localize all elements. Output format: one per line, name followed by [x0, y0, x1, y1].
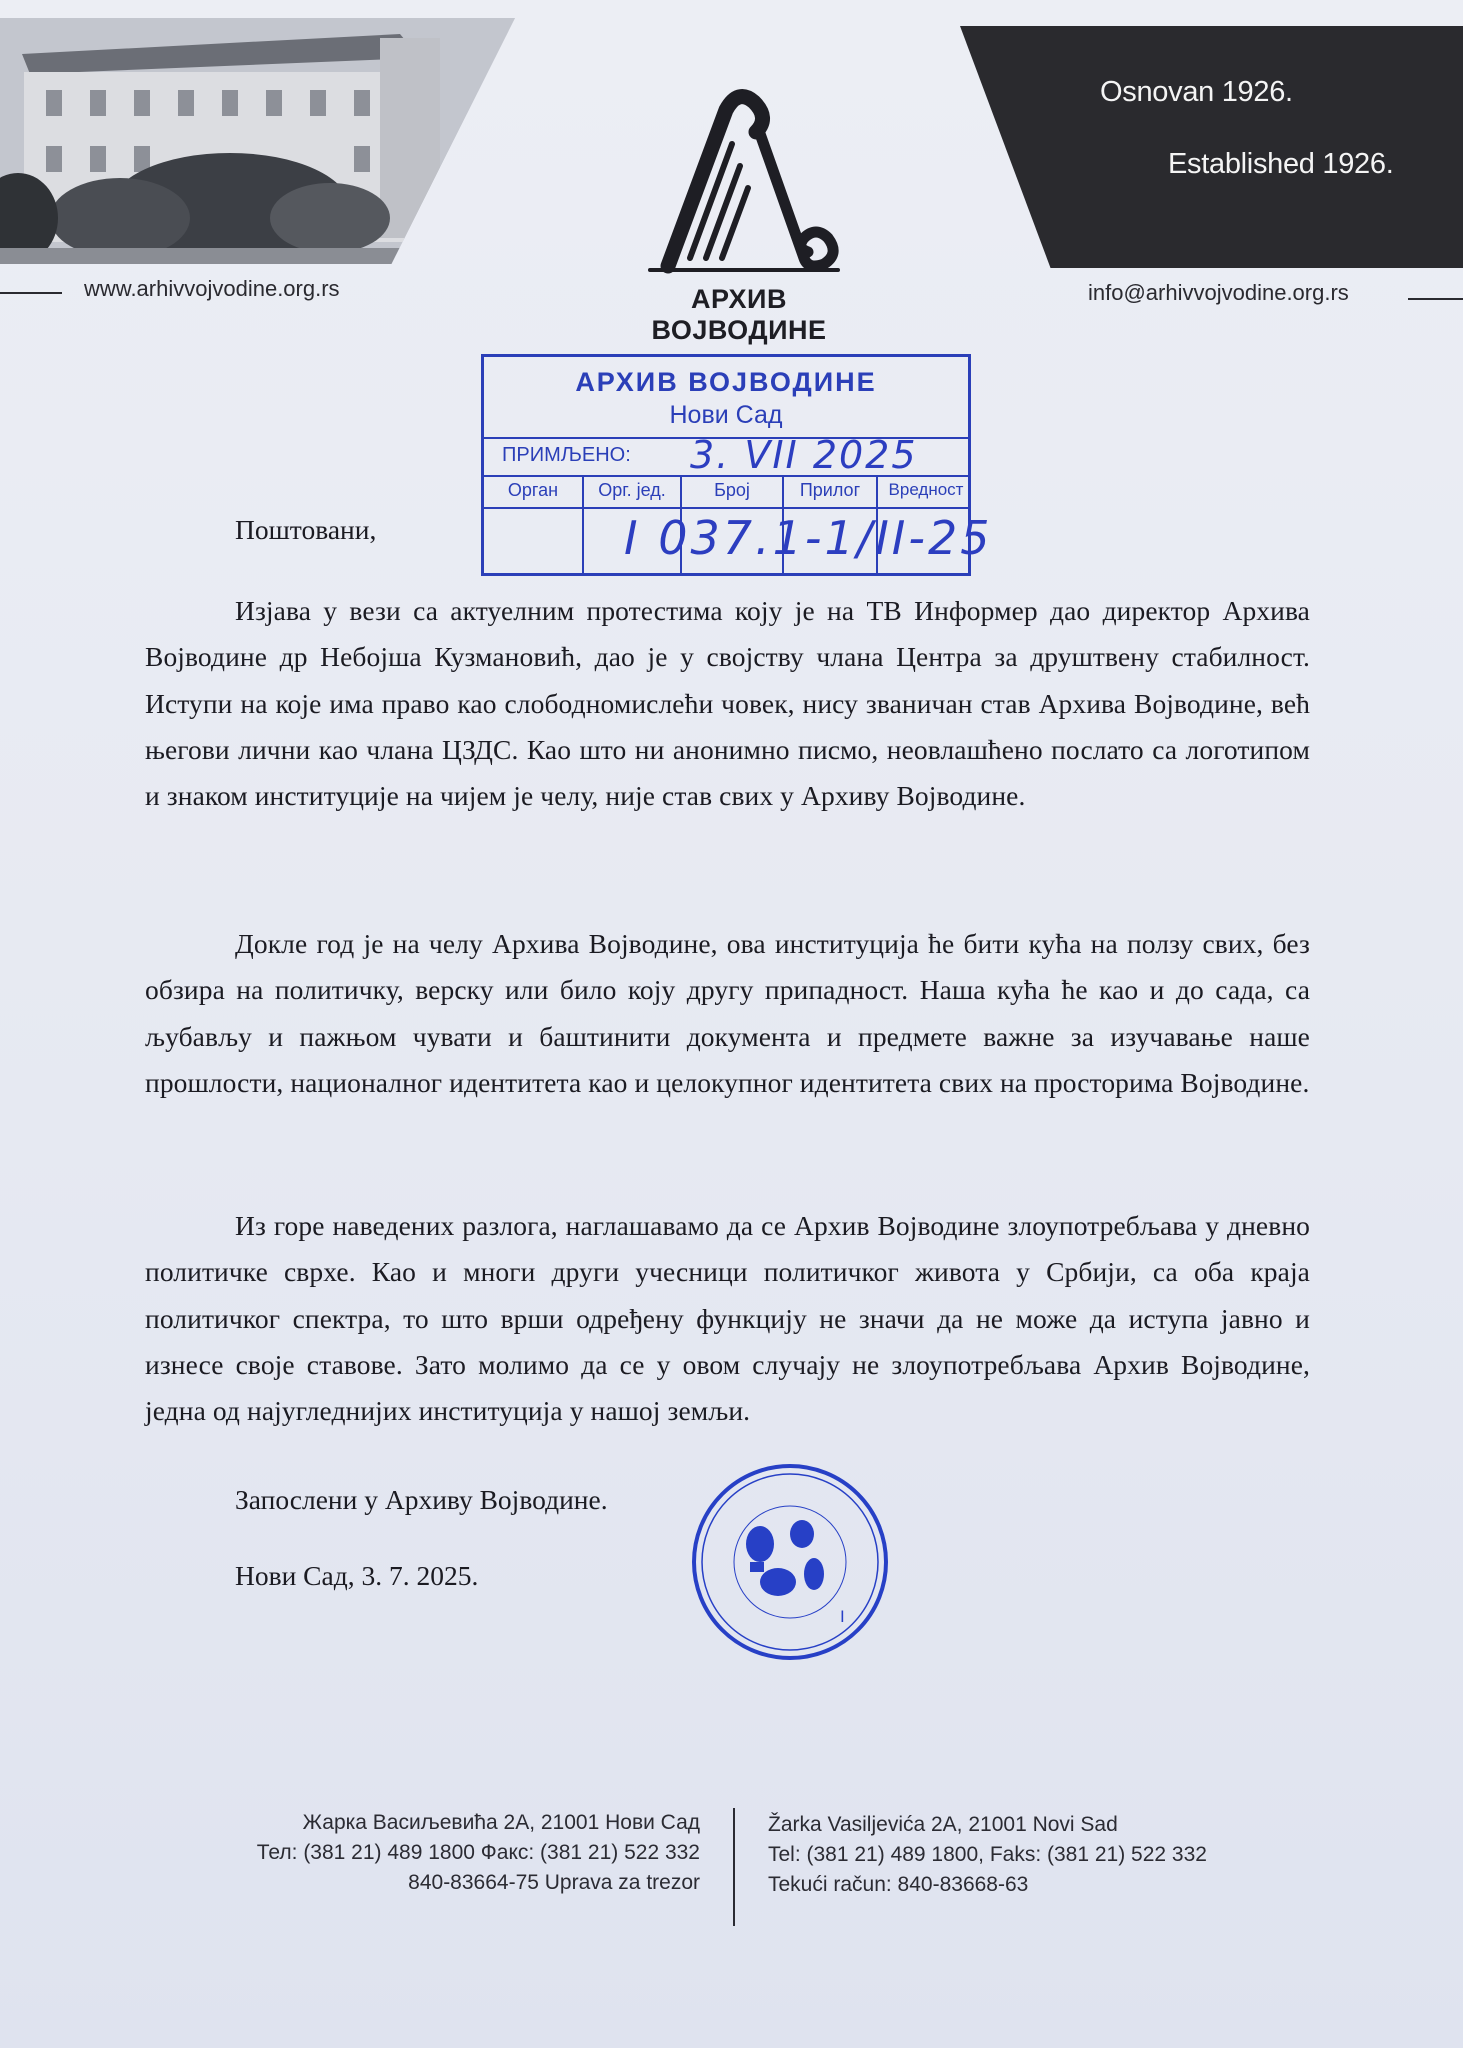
stamp-received-row	[484, 433, 968, 477]
stamp-col-attachment: Прилог	[784, 475, 878, 507]
logo-name: АРХИВ ВОЈВОДИНЕ	[651, 284, 827, 345]
footer-address-cyrillic: Жарка Васиљевића 2А, 21001 Нови Сад	[302, 1811, 700, 1834]
paragraph-2: Докле год је на челу Архива Војводине, ова институција ће бити кућа на ползу свих, без обзира на политичку, верску или било коју другу припадност. Наша кућа ће као и до сада, са љубављу и пажњом чувати и баштинити документа и предмете важне за изучавање наше прошлости, националног идентитета као и целокупног идентитета свих на просторима Војводине.	[145, 928, 1310, 1098]
footer-left	[160, 1808, 700, 1898]
footer-divider	[733, 1808, 735, 1926]
email-link[interactable]: info@arhivvojvodine.org.rs	[1088, 280, 1349, 305]
founded-serbian: Osnovan 1926.	[1100, 76, 1293, 108]
stamp-city: Нови Сад	[669, 401, 783, 429]
founded-band	[960, 26, 1463, 268]
building-photo	[0, 18, 515, 264]
footer-phone-latin: Tel: (381 21) 489 1800, Faks: (381 21) 522 332	[768, 1843, 1207, 1866]
stamp-col-value: Вредност	[888, 480, 964, 499]
stamp-columns	[484, 475, 968, 509]
website-link[interactable]: www.arhivvojvodine.org.rs	[84, 276, 340, 301]
archive-logo	[628, 88, 848, 278]
stamp-received-label: ПРИМЉЕНО:	[502, 444, 631, 466]
footer-current-account: Tekući račun: 840-83668-63	[768, 1873, 1029, 1896]
stamp-entry-number: I 037.1-1/II-25	[624, 511, 993, 565]
footer-right	[768, 1810, 1288, 1900]
salutation: Поштовани,	[235, 514, 377, 545]
founded-english: Established 1926.	[1168, 148, 1394, 180]
footer-treasury-account: 840-83664-75 Uprava za trezor	[408, 1871, 700, 1894]
official-seal	[690, 1462, 890, 1662]
header-rule-left	[0, 292, 62, 294]
header-rule-right	[1408, 298, 1463, 300]
stamp-header	[484, 357, 968, 439]
footer-phone-cyrillic: Тел: (381 21) 489 1800 Факс: (381 21) 522 332	[256, 1841, 700, 1864]
place-date: Нови Сад, 3. 7. 2025.	[235, 1560, 479, 1591]
stamp-col-organ: Орган	[484, 475, 584, 507]
stamp-entry-row	[484, 507, 993, 573]
stamp-received-date: 3. VII 2025	[690, 433, 918, 477]
paragraph-1: Изјава у вези са актуелним протестима коју је на ТВ Информер дао директор Архива Војводине др Небојша Кузмановић, дао је у својству члана Центра за друштвену стабилност. Иступи на које има право као слободномислећи човек, нису званичан став Архива Војводине, већ његови лични као члана ЦЗДС. Као што ни анонимно писмо, неовлашћено послато са логотипом и знаком институције на чијем је челу, није став свих у Архиву Војводине.	[145, 595, 1310, 812]
signature: Запослени у Архиву Војводине.	[235, 1484, 608, 1515]
footer-address-latin: Žarka Vasiljevića 2A, 21001 Novi Sad	[768, 1813, 1118, 1836]
paragraph-3: Из горе наведених разлога, наглашавамо да се Архив Војводине злоупотребљава у дневно политичке сврхе. Као и многи други учесници политичког живота у Србији, са оба краја политичког спектра, то што врши одређену функцију не значи да не може да иступа јавно и изнесе своје ставове. Зато молимо да се у овом случају не злоупотребљава Архив Војводине, једна од најугледнијих институција у нашој земљи.	[145, 1210, 1310, 1427]
stamp-col-number: Број	[682, 475, 784, 507]
registry-stamp	[481, 354, 993, 576]
stamp-col-org-unit: Орг. јед.	[584, 475, 682, 507]
svg-text:I: I	[840, 1607, 845, 1626]
stamp-title: АРХИВ ВОЈВОДИНЕ	[575, 367, 877, 397]
stamp-cell-divider	[484, 507, 584, 573]
